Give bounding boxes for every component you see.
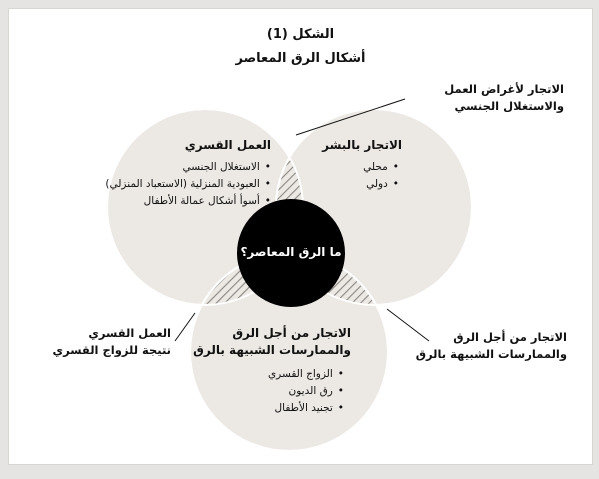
- figure-number: الشكل (1): [266, 27, 335, 42]
- callout-line: الاتجار لأغراض العمل: [444, 82, 564, 96]
- callout-line: نتيجة للزواج القسري: [52, 343, 171, 357]
- callout-line: والممارسات الشبيهة بالرق: [415, 347, 567, 361]
- slavery-title-line1: الاتجار من أجل الرق: [232, 326, 351, 340]
- list-item: • العبودية المنزلية (الاستعباد المنزلي): [69, 176, 271, 193]
- list-item: • الزواج القسري: [259, 366, 344, 383]
- trafficking-list: [339, 159, 399, 193]
- list-item: • الاستغلال الجنسي: [69, 159, 271, 176]
- callout-line: والاستغلال الجنسي: [454, 99, 564, 113]
- center-question: ما الرق المعاصر؟: [240, 245, 342, 259]
- list-item: • تجنيد الأطفال: [259, 400, 344, 417]
- forced-labour-block: [144, 137, 271, 153]
- list-item: • رق الديون: [259, 383, 344, 400]
- callout-bottom-right: [404, 329, 567, 363]
- callout-line: الاتجار من أجل الرق: [453, 330, 567, 344]
- callout-top-right: [414, 81, 564, 115]
- forced-labour-title: العمل القسري: [184, 138, 271, 152]
- figure-title: أشكال الرق المعاصر: [235, 51, 366, 66]
- trafficking-title: الاتجار بالبشر: [322, 138, 402, 152]
- callout-bottom-left: [31, 325, 171, 359]
- slavery-title-line2: والممارسات الشبيهة بالرق: [193, 343, 351, 357]
- figure-panel: [8, 8, 593, 465]
- callout-line: العمل القسري: [88, 326, 171, 340]
- list-item: • دولي: [339, 176, 399, 193]
- slavery-list: [259, 366, 344, 417]
- list-item: • محلي: [339, 159, 399, 176]
- forced-labour-list: [69, 159, 271, 210]
- list-item: • أسوأ أشكال عمالة الأطفال: [69, 193, 271, 210]
